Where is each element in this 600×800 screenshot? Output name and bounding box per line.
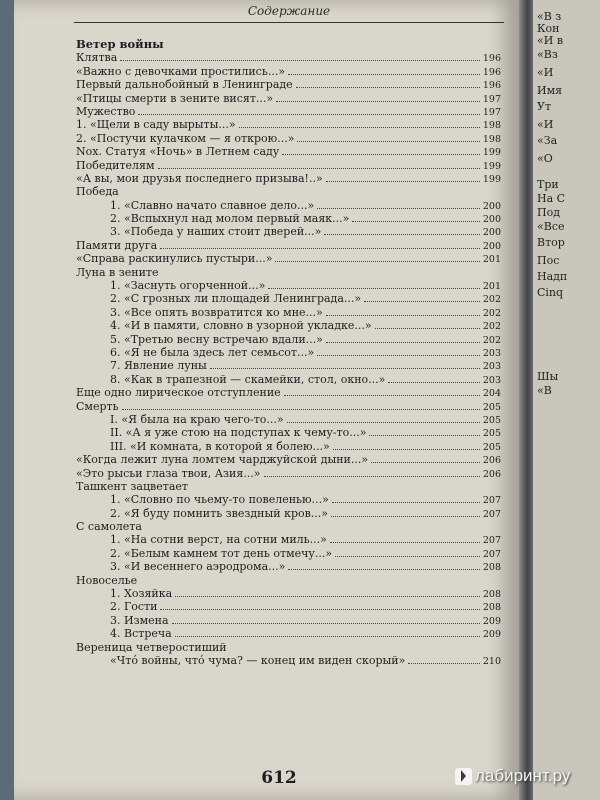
- toc-leader-dots: [326, 342, 480, 343]
- play-icon: [455, 768, 472, 785]
- next-page-text-fragment: Три: [537, 178, 559, 191]
- next-page-text-fragment: «В: [537, 384, 552, 397]
- toc-leader-dots: [296, 87, 480, 88]
- toc-entry-page: 205: [482, 428, 501, 440]
- toc-leader-dots: [317, 355, 480, 356]
- toc-entry-title: 2. «Постучи кулачком — я открою...»: [76, 131, 295, 145]
- next-page-edge: [533, 0, 600, 800]
- toc-entry-page: 207: [482, 535, 501, 547]
- header-rule: [74, 22, 504, 23]
- toc-entry-title: 5. «Третью весну встречаю вдали...»: [110, 332, 323, 346]
- toc-entry-title: Памяти друга: [76, 238, 158, 252]
- toc-leader-dots: [122, 409, 480, 410]
- toc-entry: [76, 319, 501, 332]
- toc-entry: [76, 386, 501, 399]
- toc-entry-page: 200: [482, 227, 501, 239]
- toc-leader-dots: [317, 208, 480, 209]
- toc-leader-dots: [371, 462, 480, 463]
- toc-entry: [76, 51, 501, 64]
- toc-entry-page: 203: [482, 374, 501, 386]
- toc-leader-dots: [364, 301, 480, 302]
- toc-entry-page: 199: [482, 173, 501, 185]
- toc-entry-title: II. «А я уже стою на подступах к чему-то...»: [110, 426, 367, 440]
- toc-leader-dots: [330, 542, 480, 543]
- toc-entry-page: 208: [482, 589, 501, 601]
- next-page-text-fragment: «И: [537, 66, 554, 79]
- toc-leader-dots: [297, 141, 479, 142]
- toc-entry-page: 201: [482, 254, 501, 266]
- next-page-text-fragment: Втор: [537, 236, 565, 249]
- toc-entry: [76, 520, 501, 533]
- toc-leader-dots: [120, 60, 480, 61]
- toc-entry-title: 2. «С грозных ли площадей Ленинграда...»: [110, 292, 362, 306]
- toc-entry: [76, 266, 501, 279]
- toc-entry-page: 203: [482, 361, 501, 373]
- toc-entry-page: 209: [482, 615, 501, 627]
- toc-entry-title: «А вы, мои друзья последнего призыва!..»: [76, 171, 323, 185]
- toc-leader-dots: [282, 154, 480, 155]
- toc-leader-dots: [408, 663, 480, 664]
- toc-entry: [76, 600, 501, 613]
- toc-entry-page: 200: [482, 214, 501, 226]
- toc-entry: [76, 118, 501, 131]
- toc-entry: [76, 480, 501, 493]
- toc-entry-page: 206: [482, 455, 501, 467]
- next-page-text-fragment: «Все: [537, 220, 565, 233]
- toc-entry-page: 200: [482, 200, 501, 212]
- toc-entry-title: Вереница четверостиший: [76, 640, 227, 654]
- toc-entry-page: 204: [482, 388, 501, 400]
- toc-entry: [76, 333, 501, 346]
- toc-entry-title: «Когда лежит луна ломтем чарджуйской дыни...»: [76, 453, 369, 467]
- next-page-text-fragment: «И в: [537, 34, 564, 47]
- toc-leader-dots: [239, 127, 480, 128]
- toc-entry-page: 197: [482, 93, 501, 105]
- toc-entry-title: «Птицы смерти в зените висят...»: [76, 91, 274, 105]
- toc-entry-title: 2. «Вспыхнул над молом первый маяк...»: [110, 212, 350, 226]
- toc-entry-title: Луна в зените: [76, 265, 159, 279]
- toc-entry-title: «Важно с девочками простились...»: [76, 64, 286, 78]
- toc-entry-title: «Справа раскинулись пустыри...»: [76, 252, 273, 266]
- toc-entry: [76, 185, 501, 198]
- toc-entry: [76, 641, 501, 654]
- toc-entry: [76, 453, 501, 466]
- toc-entry: [76, 78, 501, 91]
- toc-entry: [76, 212, 501, 225]
- next-page-text-fragment: «О: [537, 152, 553, 165]
- next-page-text-fragment: Надп: [537, 270, 568, 283]
- toc-entry: [76, 159, 501, 172]
- toc-leader-dots: [288, 74, 480, 75]
- toc-entry-title: 3. «Все опять возвратится ко мне...»: [110, 305, 323, 319]
- toc-entry-title: «Чтó войны, чтó чума? — конец им виден скорый»: [110, 653, 406, 667]
- toc-entry-title: 6. «Я не была здесь лет семьсот...»: [110, 345, 315, 359]
- toc-entry: [76, 252, 501, 265]
- toc-entry-page: 199: [482, 147, 501, 159]
- toc-entry-title: С самолета: [76, 520, 142, 534]
- toc-leader-dots: [352, 221, 480, 222]
- toc-entry-title: 2. Гости: [110, 600, 158, 614]
- toc-entry-title: 1. «На сотни верст, на сотни миль...»: [110, 533, 327, 547]
- toc-leader-dots: [332, 502, 480, 503]
- toc-entry: [76, 199, 501, 212]
- toc-entry-page: 205: [482, 401, 501, 413]
- toc-entry: [76, 145, 501, 158]
- toc-leader-dots: [158, 168, 480, 169]
- toc-entry-page: 208: [482, 602, 501, 614]
- toc-entry: [76, 547, 501, 560]
- toc-entry: [76, 373, 501, 386]
- toc-entry: [76, 614, 501, 627]
- next-page-text-fragment: Пос: [537, 254, 560, 267]
- toc-entry: [76, 225, 501, 238]
- toc-entry-title: Ветер войны: [76, 38, 164, 51]
- next-page-text-fragment: Ут: [537, 100, 552, 113]
- next-page-text-fragment: Cinq: [537, 286, 564, 299]
- toc-leader-dots: [335, 556, 480, 557]
- toc-leader-dots: [331, 516, 480, 517]
- toc-entry: [76, 413, 501, 426]
- toc-entry-page: 203: [482, 347, 501, 359]
- toc-leader-dots: [287, 422, 480, 423]
- toc-leader-dots: [326, 315, 480, 316]
- toc-entry: [76, 426, 501, 439]
- toc-leader-dots: [369, 435, 479, 436]
- toc-entry-page: 202: [482, 334, 501, 346]
- toc-entry: [76, 467, 501, 480]
- toc-entry: [76, 400, 501, 413]
- toc-entry: [76, 507, 501, 520]
- toc-entry: [76, 574, 501, 587]
- toc-entry-title: Клятва: [76, 51, 118, 65]
- toc-entry-title: III. «И комната, в которой я болею...»: [110, 439, 330, 453]
- toc-entry-title: I. «Я была на краю чего-то...»: [110, 412, 284, 426]
- toc-entry: [76, 132, 501, 145]
- toc-entry-page: 206: [482, 468, 501, 480]
- page-number: 612: [261, 768, 297, 788]
- toc-entry: [76, 306, 501, 319]
- toc-leader-dots: [288, 569, 479, 570]
- toc-entry: [76, 587, 501, 600]
- toc-entry-title: Победителям: [76, 158, 155, 172]
- toc-entry: [76, 65, 501, 78]
- toc-entry-page: 205: [482, 441, 501, 453]
- toc-entry-title: 1. «Заснуть огорченной...»: [110, 279, 266, 293]
- toc-entry: [76, 292, 501, 305]
- toc-leader-dots: [284, 395, 480, 396]
- toc-entry-title: 1. «Щели в саду вырыты...»: [76, 118, 236, 132]
- toc-entry-page: 197: [482, 106, 501, 118]
- book-page: [14, 0, 519, 800]
- toc-entry-title: Ташкент зацветает: [76, 479, 188, 493]
- toc-entry-page: 207: [482, 508, 501, 520]
- toc-entry: [76, 172, 501, 185]
- toc-entry-title: 2. «Я буду помнить звездный кров...»: [110, 506, 329, 520]
- toc-entry-page: 198: [482, 133, 501, 145]
- toc-leader-dots: [324, 234, 479, 235]
- toc-leader-dots: [175, 596, 480, 597]
- toc-entry-title: 3. Измена: [110, 613, 169, 627]
- watermark: [455, 766, 570, 786]
- toc-entry-page: 196: [482, 53, 501, 65]
- toc-entry: [76, 493, 501, 506]
- next-page-text-fragment: На С: [537, 192, 566, 205]
- next-page-text-fragment: «Вз: [537, 48, 558, 61]
- toc-entry-page: 210: [482, 655, 501, 667]
- toc-leader-dots: [275, 261, 479, 262]
- toc-leader-dots: [160, 609, 479, 610]
- toc-entry-title: Еще одно лирическое отступление: [76, 386, 281, 400]
- table-of-contents: [76, 38, 501, 667]
- toc-entry: [76, 359, 501, 372]
- toc-leader-dots: [276, 101, 480, 102]
- toc-entry-title: «Это рысьи глаза твои, Азия...»: [76, 466, 261, 480]
- toc-entry: [76, 92, 501, 105]
- toc-entry: [76, 239, 501, 252]
- toc-entry: [76, 105, 501, 118]
- next-page-text-fragment: «И: [537, 118, 554, 131]
- toc-entry-page: 207: [482, 495, 501, 507]
- toc-entry: [76, 627, 501, 640]
- toc-entry-page: 202: [482, 294, 501, 306]
- toc-leader-dots: [160, 248, 480, 249]
- toc-entry-title: Победа: [76, 185, 119, 199]
- toc-entry-page: 209: [482, 629, 501, 641]
- toc-entry-page: 201: [482, 281, 501, 293]
- toc-entry-title: Nox. Статуя «Ночь» в Летнем саду: [76, 145, 280, 159]
- book-gutter: [519, 0, 533, 800]
- toc-entry-title: 3. «И весеннего аэродрома...»: [110, 560, 286, 574]
- toc-leader-dots: [333, 449, 480, 450]
- toc-leader-dots: [388, 382, 479, 383]
- next-page-text-fragment: Кон: [537, 22, 560, 35]
- toc-entry-page: 202: [482, 321, 501, 333]
- next-page-text-fragment: Под: [537, 206, 560, 219]
- toc-entry-page: 202: [482, 307, 501, 319]
- toc-entry-page: 207: [482, 548, 501, 560]
- toc-leader-dots: [172, 623, 480, 624]
- toc-entry: [76, 279, 501, 292]
- next-page-text-fragment: «В з: [537, 10, 562, 23]
- toc-leader-dots: [264, 476, 480, 477]
- toc-leader-dots: [175, 636, 480, 637]
- toc-entry-title: 1. Хозяйка: [110, 587, 173, 601]
- toc-leader-dots: [375, 328, 480, 329]
- toc-entry-page: 196: [482, 80, 501, 92]
- toc-entry-page: 196: [482, 66, 501, 78]
- toc-entry-title: 4. Встреча: [110, 627, 172, 641]
- toc-entry: [76, 38, 501, 51]
- toc-entry-title: Смерть: [76, 399, 119, 413]
- toc-entry-title: 3. «Победа у наших стоит дверей...»: [110, 225, 322, 239]
- toc-entry-title: Новоселье: [76, 573, 138, 587]
- next-page-text-fragment: «За: [537, 134, 558, 147]
- toc-entry-title: Мужество: [76, 104, 136, 118]
- next-page-text-fragment: Шы: [537, 370, 559, 383]
- toc-entry-title: 1. «Славно начато славное дело...»: [110, 198, 315, 212]
- toc-entry-title: 2. «Белым камнем тот день отмечу...»: [110, 546, 333, 560]
- toc-entry-page: 198: [482, 120, 501, 132]
- toc-entry: [76, 560, 501, 573]
- toc-entry-title: Первый дальнобойный в Ленинграде: [76, 78, 293, 92]
- toc-entry-title: 4. «И в памяти, словно в узорной укладке...»: [110, 319, 372, 333]
- toc-entry-title: 8. «Как в трапезной — скамейки, стол, окно...»: [110, 372, 386, 386]
- toc-entry: [76, 346, 501, 359]
- toc-entry-page: 200: [482, 240, 501, 252]
- running-header: Содержание: [247, 4, 331, 18]
- toc-entry: [76, 533, 501, 546]
- toc-entry: [76, 440, 501, 453]
- toc-leader-dots: [326, 181, 480, 182]
- toc-entry-title: 1. «Словно по чьему-то повеленью...»: [110, 493, 329, 507]
- watermark-text: лабиринт.ру: [475, 766, 571, 785]
- toc-entry: [76, 654, 501, 667]
- toc-entry-title: 7. Явление луны: [110, 359, 207, 373]
- toc-entry-page: 199: [482, 160, 501, 172]
- toc-entry-page: 205: [482, 414, 501, 426]
- toc-leader-dots: [138, 114, 479, 115]
- toc-entry-page: 208: [482, 562, 501, 574]
- next-page-text-fragment: Имя: [537, 84, 563, 97]
- toc-leader-dots: [210, 368, 480, 369]
- toc-leader-dots: [268, 288, 480, 289]
